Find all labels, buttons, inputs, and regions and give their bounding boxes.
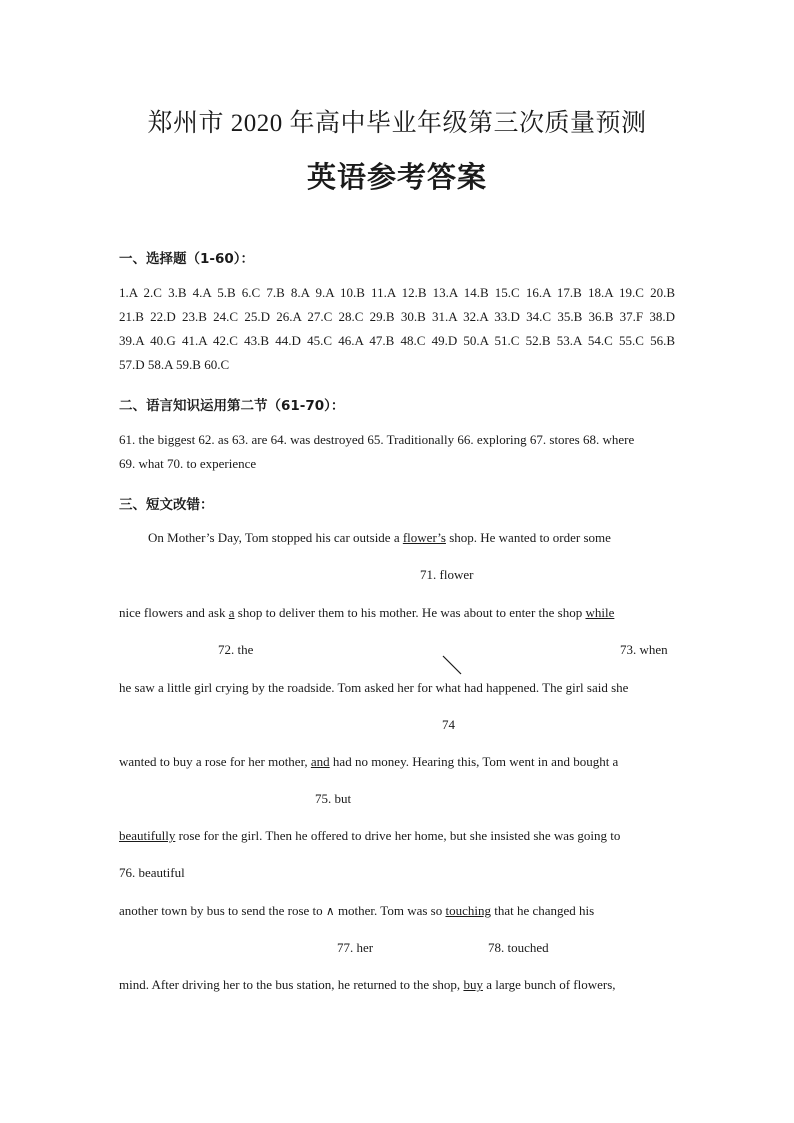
error-word-79: buy — [463, 977, 483, 992]
passage-text: that he changed his — [490, 903, 595, 918]
section2-heading: 二、语言知识运用第二节（61-70）： — [119, 398, 345, 414]
passage-text: rose for the girl. Then he offered to drive her home, but she insisted she was going to — [175, 828, 621, 843]
error-word-75: and — [310, 754, 330, 769]
section1-line-1: 1.A 2.C 3.B 4.A 5.B 6.C 7.B 8.A 9.A 10.B 11.A 12.B 13.A 14.B 15.C 16.A 17.B 18.A 19.C 20.B — [119, 285, 675, 300]
correction-76: 76. beautiful — [119, 865, 185, 880]
section1-heading: 一、选择题（1-60）： — [119, 251, 255, 267]
section2-line-1: 61. the biggest 62. as 63. are 64. was destroyed 65. Traditionally 66. exploring 67. stores 68. where — [119, 432, 635, 447]
correction-73: 73. when — [620, 642, 668, 657]
passage-text: another town by bus to send the rose to — [119, 903, 326, 918]
exam-title: 郑州市 2020 年高中毕业年级第三次质量预测 — [147, 110, 647, 137]
passage-line-5 — [119, 828, 675, 844]
error-word-73: while — [585, 605, 615, 620]
answer-key-subtitle: 英语参考答案 — [306, 160, 487, 194]
correction-74: 74 — [442, 717, 455, 732]
passage-text: mind. After driving her to the bus station, he returned to the shop, — [119, 977, 464, 992]
deletion-mark-icon — [441, 654, 463, 676]
passage-text: shop. He wanted to order some — [445, 530, 611, 545]
correction-71: 71. flower — [420, 567, 474, 582]
correction-77: 77. her — [337, 940, 374, 955]
correction-78: 78. touched — [488, 940, 549, 955]
passage-text: wanted to buy a rose for her mother, — [119, 754, 311, 769]
passage-text: shop to deliver them to his mother. He was about to enter the shop — [234, 605, 586, 620]
passage-text: a large bunch of flowers, — [482, 977, 616, 992]
error-word-76: beautifully — [119, 828, 176, 843]
error-word-78: touching — [445, 903, 491, 918]
passage-line-6 — [119, 903, 675, 919]
passage-text: nice flowers and ask — [119, 605, 229, 620]
section1-line-4: 57.D 58.A 59.B 60.C — [119, 357, 230, 372]
error-word-72: a — [228, 605, 235, 620]
passage-line-1 — [148, 530, 675, 546]
section3-heading: 三、短文改错： — [119, 497, 214, 513]
error-word-71: flower’s — [402, 530, 446, 545]
passage-text: On Mother’s Day, Tom stopped his car outside a — [148, 530, 403, 545]
insertion-caret-icon: ∧ — [325, 904, 335, 918]
section2-line-2: 69. what 70. to experience — [119, 456, 257, 471]
correction-72: 72. the — [218, 642, 254, 657]
correction-75: 75. but — [315, 791, 352, 806]
passage-line-2 — [119, 605, 675, 621]
section1-line-2: 21.B 22.D 23.B 24.C 25.D 26.A 27.C 28.C 29.B 30.B 31.A 32.A 33.D 34.C 35.B 36.B 37.F 38.D — [119, 309, 675, 324]
passage-line-3: he saw a little girl crying by the roadside. Tom asked her for what had happened. The girl said she — [119, 680, 629, 695]
passage-line-7 — [119, 977, 675, 993]
passage-text: mother. Tom was so — [334, 903, 446, 918]
section1-line-3: 39.A 40.G 41.A 42.C 43.B 44.D 45.C 46.A 47.B 48.C 49.D 50.A 51.C 52.B 53.A 54.C 55.C 56.B — [119, 333, 675, 348]
passage-text: had no money. Hearing this, Tom went in and bought a — [329, 754, 619, 769]
passage-line-4 — [119, 754, 675, 770]
